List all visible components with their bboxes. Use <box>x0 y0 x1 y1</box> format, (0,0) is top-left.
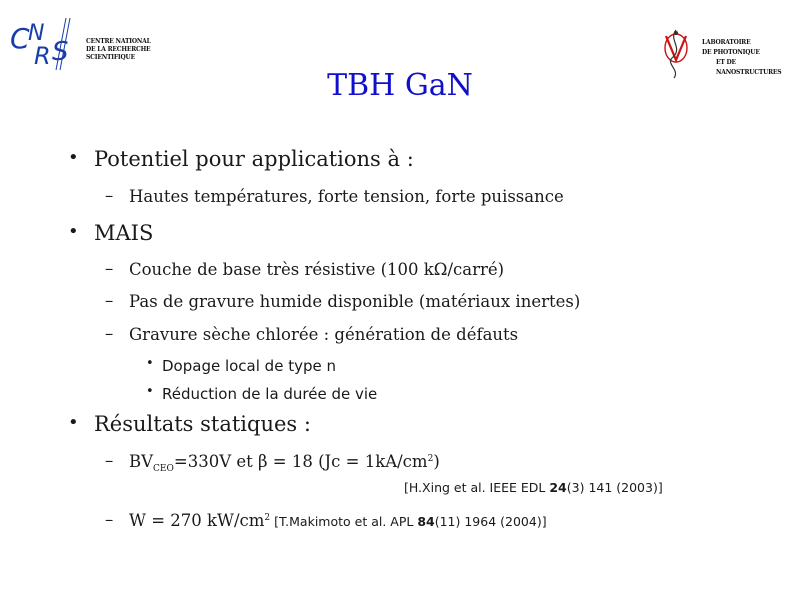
sub-sub-bullet-text: Réduction de la durée de vie <box>162 385 378 403</box>
bullet-icon: • <box>68 221 79 242</box>
sub-bullet-item <box>105 259 505 279</box>
dash-icon: – <box>105 259 114 278</box>
dash-icon: – <box>105 510 114 529</box>
reference-xing <box>404 480 663 495</box>
slide-title: TBH GaN <box>327 68 473 103</box>
bullet-icon: • <box>68 147 79 168</box>
bullet-item <box>68 147 414 171</box>
bullet-item <box>68 221 154 245</box>
bullet-text: MAIS <box>94 221 154 245</box>
reference-makimoto <box>270 514 546 529</box>
power-density-text: W = 270 kW/cm <box>129 511 265 530</box>
dash-icon: – <box>105 324 114 343</box>
reference-volume: 24 <box>549 480 567 495</box>
svg-text:C: C <box>10 22 30 55</box>
bullet-text: Résultats statiques : <box>94 412 311 436</box>
cnrs-name-line: SCIENTIFIQUE <box>86 54 135 61</box>
sub-bullet-item <box>105 510 547 530</box>
bv-subscript: CEO <box>153 464 174 474</box>
dash-icon: – <box>105 291 114 310</box>
reference-suffix: (11) 1964 (2004)] <box>434 514 547 529</box>
sub-bullet-item <box>105 291 581 311</box>
dash-icon: – <box>105 451 114 470</box>
svg-text:N: N <box>28 21 45 46</box>
sub-bullet-text: Pas de gravure humide disponible (matériaux inertes) <box>129 292 581 311</box>
bv-close: ) <box>433 452 440 471</box>
cnrs-logo <box>8 14 151 72</box>
reference-suffix: (3) 141 (2003)] <box>566 480 663 495</box>
sub-bullet-item <box>105 451 440 474</box>
bv-label: BV <box>129 452 154 471</box>
sub-sub-bullet-item <box>146 384 378 403</box>
lab-name-line: ET DE NANOSTRUCTURES <box>716 59 782 76</box>
sub-sub-bullet-text: Dopage local de type n <box>162 357 336 375</box>
bullet-item <box>68 412 311 436</box>
lab-name-line: DE PHOTONIQUE <box>702 49 760 56</box>
bv-rest: =330V et β = 18 (Jc = 1kA/cm <box>173 452 428 471</box>
sub-bullet-text: Hautes températures, forte tension, forte puissance <box>129 187 564 206</box>
bullet-icon: • <box>146 356 154 371</box>
dash-icon: – <box>105 186 114 205</box>
sub-bullet-text: Gravure sèche chlorée : génération de défauts <box>129 325 519 344</box>
sub-bullet-item <box>105 186 564 206</box>
reference-volume: 84 <box>417 514 435 529</box>
bullet-icon: • <box>146 384 154 399</box>
bv-superscript: 2 <box>427 454 434 464</box>
cnrs-name-line: DE LA RECHERCHE <box>86 46 151 53</box>
cnrs-name <box>86 38 166 62</box>
reference-prefix: [H.Xing et al. IEEE EDL <box>404 480 550 495</box>
cnrs-name-line: CENTRE NATIONAL <box>86 38 151 45</box>
lab-name-line: LABORATOIRE <box>702 39 751 46</box>
bullet-icon: • <box>68 412 79 433</box>
sub-bullet-item <box>105 324 519 344</box>
bullet-text: Potentiel pour applications à : <box>94 147 414 171</box>
sub-sub-bullet-item <box>146 356 336 375</box>
svg-text:S: S <box>52 37 69 67</box>
power-density-superscript: 2 <box>264 513 271 523</box>
cnrs-logo-icon <box>8 14 86 72</box>
svg-text:R: R <box>34 42 51 70</box>
sub-bullet-text: Couche de base très résistive (100 kΩ/carré) <box>129 260 505 279</box>
reference-prefix: [T.Makimoto et al. APL <box>270 514 418 529</box>
